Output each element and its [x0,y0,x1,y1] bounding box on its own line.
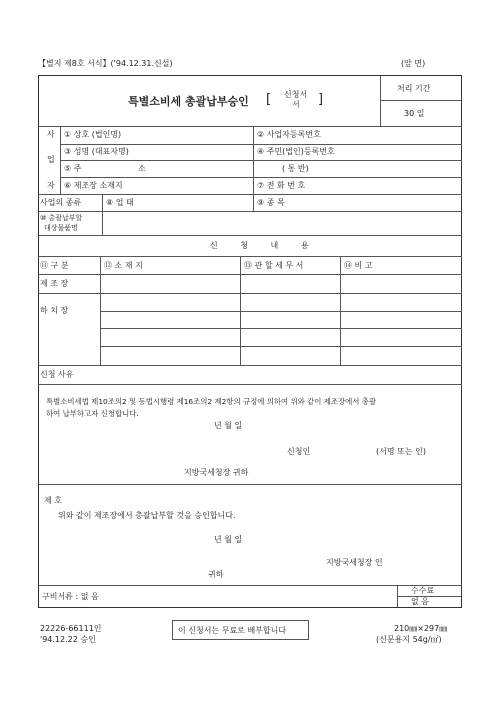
field-business-type: ⑧ 업 태 [106,198,134,207]
field-business-item: ⑨ 종 목 [257,198,285,207]
approval-to: 귀하 [208,570,224,579]
field-address-b: 소 [138,164,146,173]
approval-no: 제 호 [44,496,62,505]
page-side-label: (앞 면) [401,59,426,68]
row-warehouse: 하 치 장 [40,306,69,315]
form-code: 22226-66111인 [40,624,102,633]
required-docs: 구비서류 : 없 음 [42,592,99,601]
col-category: ⑪ 구 분 [40,261,69,270]
details-heading: 신 청 내 용 [210,241,319,250]
form-number: 【별지 제8호 서식】('94.12.31.신설) [38,59,173,68]
statement-line2: 하여 납부하고자 신청합니다. [46,409,139,418]
field-company-name: ① 상호 (법인명) [64,130,122,139]
statement-line1: 특별소비세법 제10조의2 및 동법시행령 제16조의2 제2항의 규정에 의하여 위와 같이 제조장에서 총괄 [46,397,377,406]
approval-code: '94.12.22 승인 [40,635,96,644]
col-remarks: ⑭ 비 고 [344,261,373,270]
field-goods-line1: ⑩ 총괄납부할 [40,214,83,222]
field-factory-location: ⑥ 제조장 소재지 [64,181,123,190]
approval-text: 위와 같이 제조장에서 총괄납부할 것을 승인합니다. [58,511,236,520]
field-business-reg-no: ② 사업자등록번호 [257,130,321,139]
field-phone: ⑦ 전 화 번 호 [257,181,306,190]
processing-period-label: 처리 기간 [397,84,431,93]
statement-applicant: 신청인 [287,447,311,456]
paper-type: (신문용지 54g/㎡) [376,635,442,644]
bracket-close: ] [318,92,324,107]
row-reason: 신청 사유 [40,370,74,379]
fee-value: 없 음 [411,597,429,606]
fee-label: 수수료 [411,586,435,595]
field-resident-reg-no: ④ 주민(법인)등록번호 [257,147,335,156]
bracket-open: [ [266,92,272,107]
statement-sign: (서명 또는 인) [376,447,426,456]
statement-date: 년 월 일 [214,421,243,430]
field-business-kind: 사업의 종류 [40,198,82,207]
col-location: ⑫ 소 재 지 [104,261,143,270]
row-factory: 제 조 장 [40,279,69,288]
processing-period-value: 30 일 [404,109,425,118]
form-kind-line1: 신청서 [284,90,308,99]
applicant-side-label-3: 자 [47,181,55,190]
field-goods-line2: 대상물품명 [44,224,78,232]
field-address-tong-ban: ( 통 반) [282,164,309,173]
statement-to: 지방국세청장 귀하 [184,468,249,477]
applicant-side-label-1: 사 [47,130,55,139]
free-notice: 이 신청서는 무료로 배부합니다 [178,626,287,635]
field-address-a: ⑤ 주 [64,164,82,173]
approval-date: 년 월 일 [214,535,243,544]
form-title: 특별소비세 총괄납부승인 [128,95,249,108]
applicant-side-label-2: 업 [47,155,55,164]
approval-issuer: 지방국세청장 인 [326,558,383,567]
field-representative-name: ③ 성명 (대표자명) [64,147,129,156]
form-kind-line2: 서 [292,100,300,109]
col-tax-office: ⑬ 관 할 세 무 서 [244,261,304,270]
paper-size: 210㎜×297㎜ [394,624,448,633]
